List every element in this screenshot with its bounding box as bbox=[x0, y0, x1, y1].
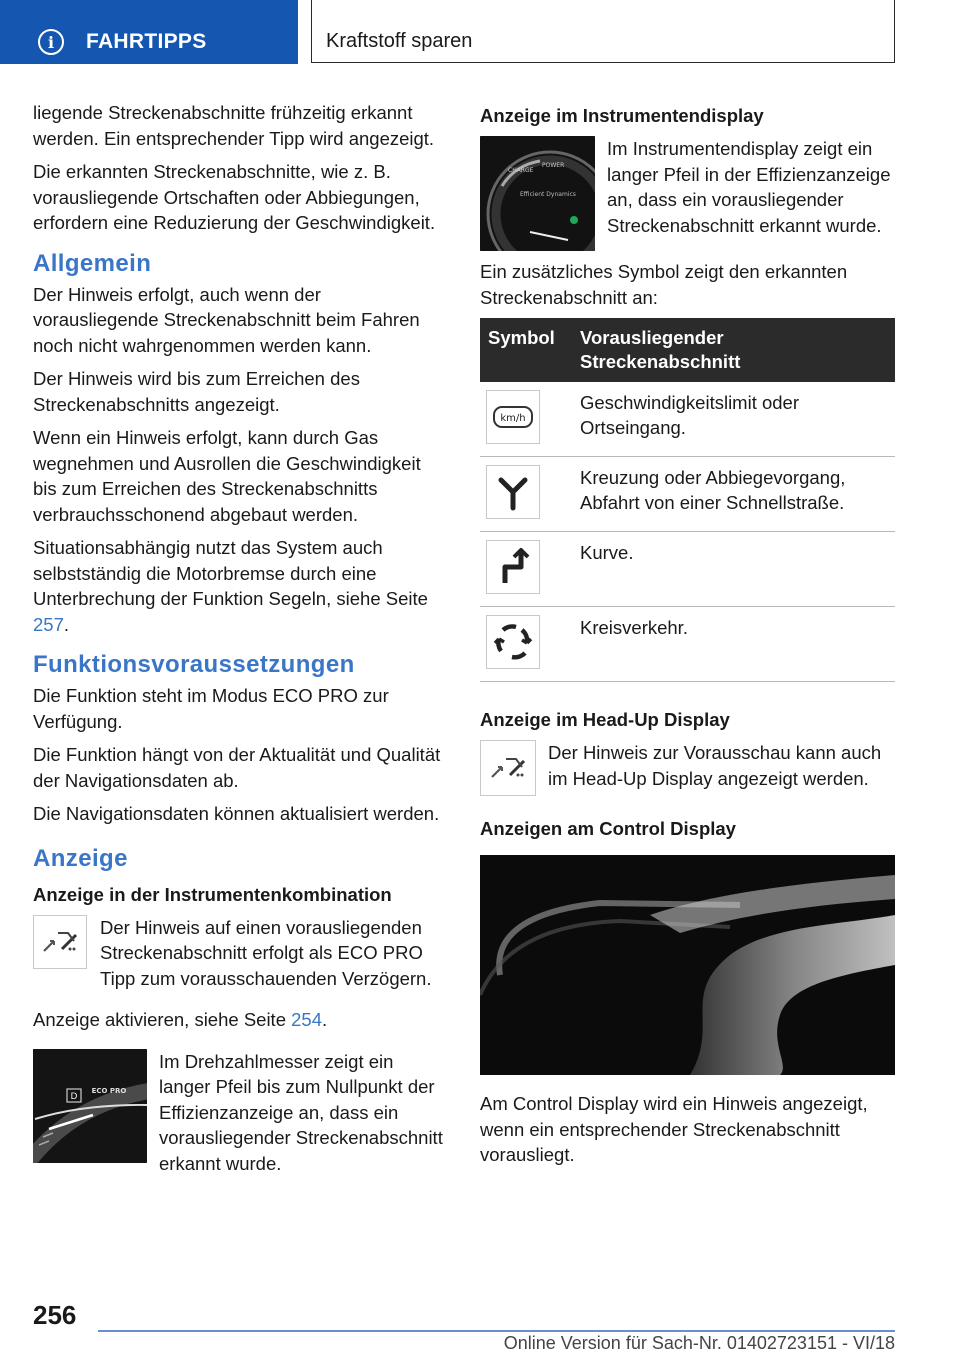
heading-funktionsvoraussetzungen: Funktionsvoraussetzungen bbox=[33, 651, 355, 678]
symbol-table bbox=[480, 318, 895, 682]
page-link-257[interactable]: 257 bbox=[33, 613, 64, 635]
junction-icon bbox=[486, 465, 540, 519]
table-row bbox=[480, 382, 895, 457]
table-cell-text: Kurve. bbox=[572, 532, 895, 607]
right-column bbox=[480, 100, 895, 1176]
table-cell-text: Kreisverkehr. bbox=[572, 607, 895, 682]
charge-label: CHARGE bbox=[508, 167, 534, 174]
roundabout-icon bbox=[486, 615, 540, 669]
table-header-description: Vorausliegender Streckenabschnitt bbox=[572, 318, 895, 382]
tachometer-image bbox=[33, 1049, 147, 1163]
power-label: POWER bbox=[542, 162, 565, 169]
info-icon: i bbox=[38, 29, 64, 55]
paragraph: Am Control Display wird ein Hinweis angezeigt, wenn ein entsprechender Streckenabschnitt vorausliegt. bbox=[480, 1093, 868, 1165]
chapter-title: Kraftstoff sparen bbox=[326, 30, 473, 52]
table-header-row bbox=[480, 318, 895, 382]
footer-online-version: Online Version für Sach-Nr. 01402723151 - VI/18 bbox=[503, 1333, 895, 1353]
eco-pro-tip-icon bbox=[33, 915, 87, 969]
eco-pro-tip-row bbox=[33, 915, 448, 1000]
heading-control-display: Anzeigen am Control Display bbox=[480, 818, 736, 839]
page-link-254[interactable]: 254 bbox=[291, 1009, 322, 1030]
text: . bbox=[63, 613, 70, 635]
paragraph: Ein zusätzliches Symbol zeigt den erkannten Streckenabschnitt an: bbox=[480, 261, 848, 308]
paragraph: Die Funktion steht im Modus ECO PRO zur Verfügung. bbox=[33, 685, 389, 732]
paragraph: liegende Streckenabschnitte frühzeitig erkannt werden. Ein entsprechender Tipp wird angezeigt. bbox=[33, 102, 435, 149]
heading-head-up-display: Anzeige im Head-Up Display bbox=[480, 709, 730, 730]
efficiency-gauge-image bbox=[480, 136, 595, 251]
header-chapter-box bbox=[311, 0, 895, 63]
footer-divider bbox=[98, 1330, 895, 1332]
heading-allgemein: Allgemein bbox=[33, 249, 152, 277]
hud-tip-icon bbox=[480, 740, 536, 796]
text: Anzeige aktivieren, siehe Seite bbox=[33, 1009, 292, 1030]
speed-limit-label: km/h bbox=[500, 413, 526, 424]
paragraph: Der Hinweis erfolgt, auch wenn der vorausliegende Streckenabschnitt beim Fahren noch nicht wahrgenommen werden kann. bbox=[33, 283, 420, 356]
left-column bbox=[33, 100, 448, 1192]
paragraph: Im Drehzahlmesser zeigt ein langer Pfeil bis zum Nullpunkt der Effizienzanzeige an, dass ein vorausliegender Streckenabschnitt erkannt wurde. bbox=[159, 1050, 443, 1174]
heading-instrumentendisplay: Anzeige im Instrumentendisplay bbox=[480, 105, 764, 126]
paragraph: Die Navigationsdaten können aktualisiert werden. bbox=[33, 803, 440, 824]
table-cell-text: Geschwindigkeitslimit oder Ortseingang. bbox=[572, 382, 895, 457]
paragraph: Der Hinweis zur Vorausschau kann auch im Head-Up Display angezeigt werden. bbox=[548, 742, 882, 789]
paragraph: Die erkannten Streckenabschnitte, wie z. B. vorausliegende Ortschaften oder Abbiegungen, erfordern eine Reduzierung der Geschwindigkeit. bbox=[33, 161, 436, 233]
heading-instrumentenkombination: Anzeige in der Instrumentenkombination bbox=[33, 883, 392, 905]
table-cell-icon bbox=[480, 457, 572, 532]
header-section-tab bbox=[0, 0, 298, 64]
section-title: FAHRTIPPS bbox=[86, 30, 207, 53]
hud-row bbox=[480, 740, 895, 799]
table-row bbox=[480, 607, 895, 682]
efficient-dynamics-label: Efficient Dynamics bbox=[520, 191, 576, 198]
control-display-image bbox=[480, 855, 895, 1075]
curve-icon bbox=[486, 540, 540, 594]
paragraph: Wenn ein Hinweis erfolgt, kann durch Gas wegnehmen und Ausrollen die Geschwindigkeit bis zum Erreichen des Streckenabschnitts verbrauchsschonend abgebaut werden. bbox=[33, 427, 421, 525]
paragraph bbox=[33, 535, 448, 637]
table-row bbox=[480, 532, 895, 607]
tachometer-figure-row bbox=[33, 1049, 448, 1185]
paragraph: Im Instrumentendisplay zeigt ein langer Pfeil in der Effizienzanzeige an, dass ein vorausliegender Streckenabschnitt erkannt wurde. bbox=[607, 138, 891, 236]
table-cell-icon bbox=[480, 532, 572, 607]
instrument-display-row bbox=[480, 136, 895, 251]
gear-label: D bbox=[70, 1091, 78, 1102]
paragraph: Der Hinweis auf einen vorausliegenden Streckenabschnitt erfolgt als ECO PRO Tipp zum vorausschauenden Verzögern. bbox=[100, 916, 432, 989]
table-header-symbol: Symbol bbox=[480, 318, 572, 382]
mode-label: ECO PRO bbox=[91, 1086, 127, 1095]
speed-limit-icon bbox=[486, 390, 540, 444]
page-number: 256 bbox=[33, 1300, 77, 1330]
text: Situationsabhängig nutzt das System auch selbstständig die Motorbremse durch eine Unterbrechung der Funktion Segeln, siehe Seite bbox=[33, 537, 428, 609]
table-cell-text: Kreuzung oder Abbiegevorgang, Abfahrt von einer Schnellstraße. bbox=[572, 457, 895, 532]
table-cell-icon bbox=[480, 382, 572, 457]
paragraph: Die Funktion hängt von der Aktualität und Qualität der Navigationsdaten ab. bbox=[33, 744, 441, 791]
text: . bbox=[322, 1009, 328, 1030]
table-row bbox=[480, 457, 895, 532]
paragraph bbox=[33, 1007, 448, 1033]
heading-anzeige: Anzeige bbox=[33, 844, 128, 872]
table-cell-icon bbox=[480, 607, 572, 682]
paragraph: Der Hinweis wird bis zum Erreichen des Streckenabschnitts angezeigt. bbox=[33, 368, 360, 415]
